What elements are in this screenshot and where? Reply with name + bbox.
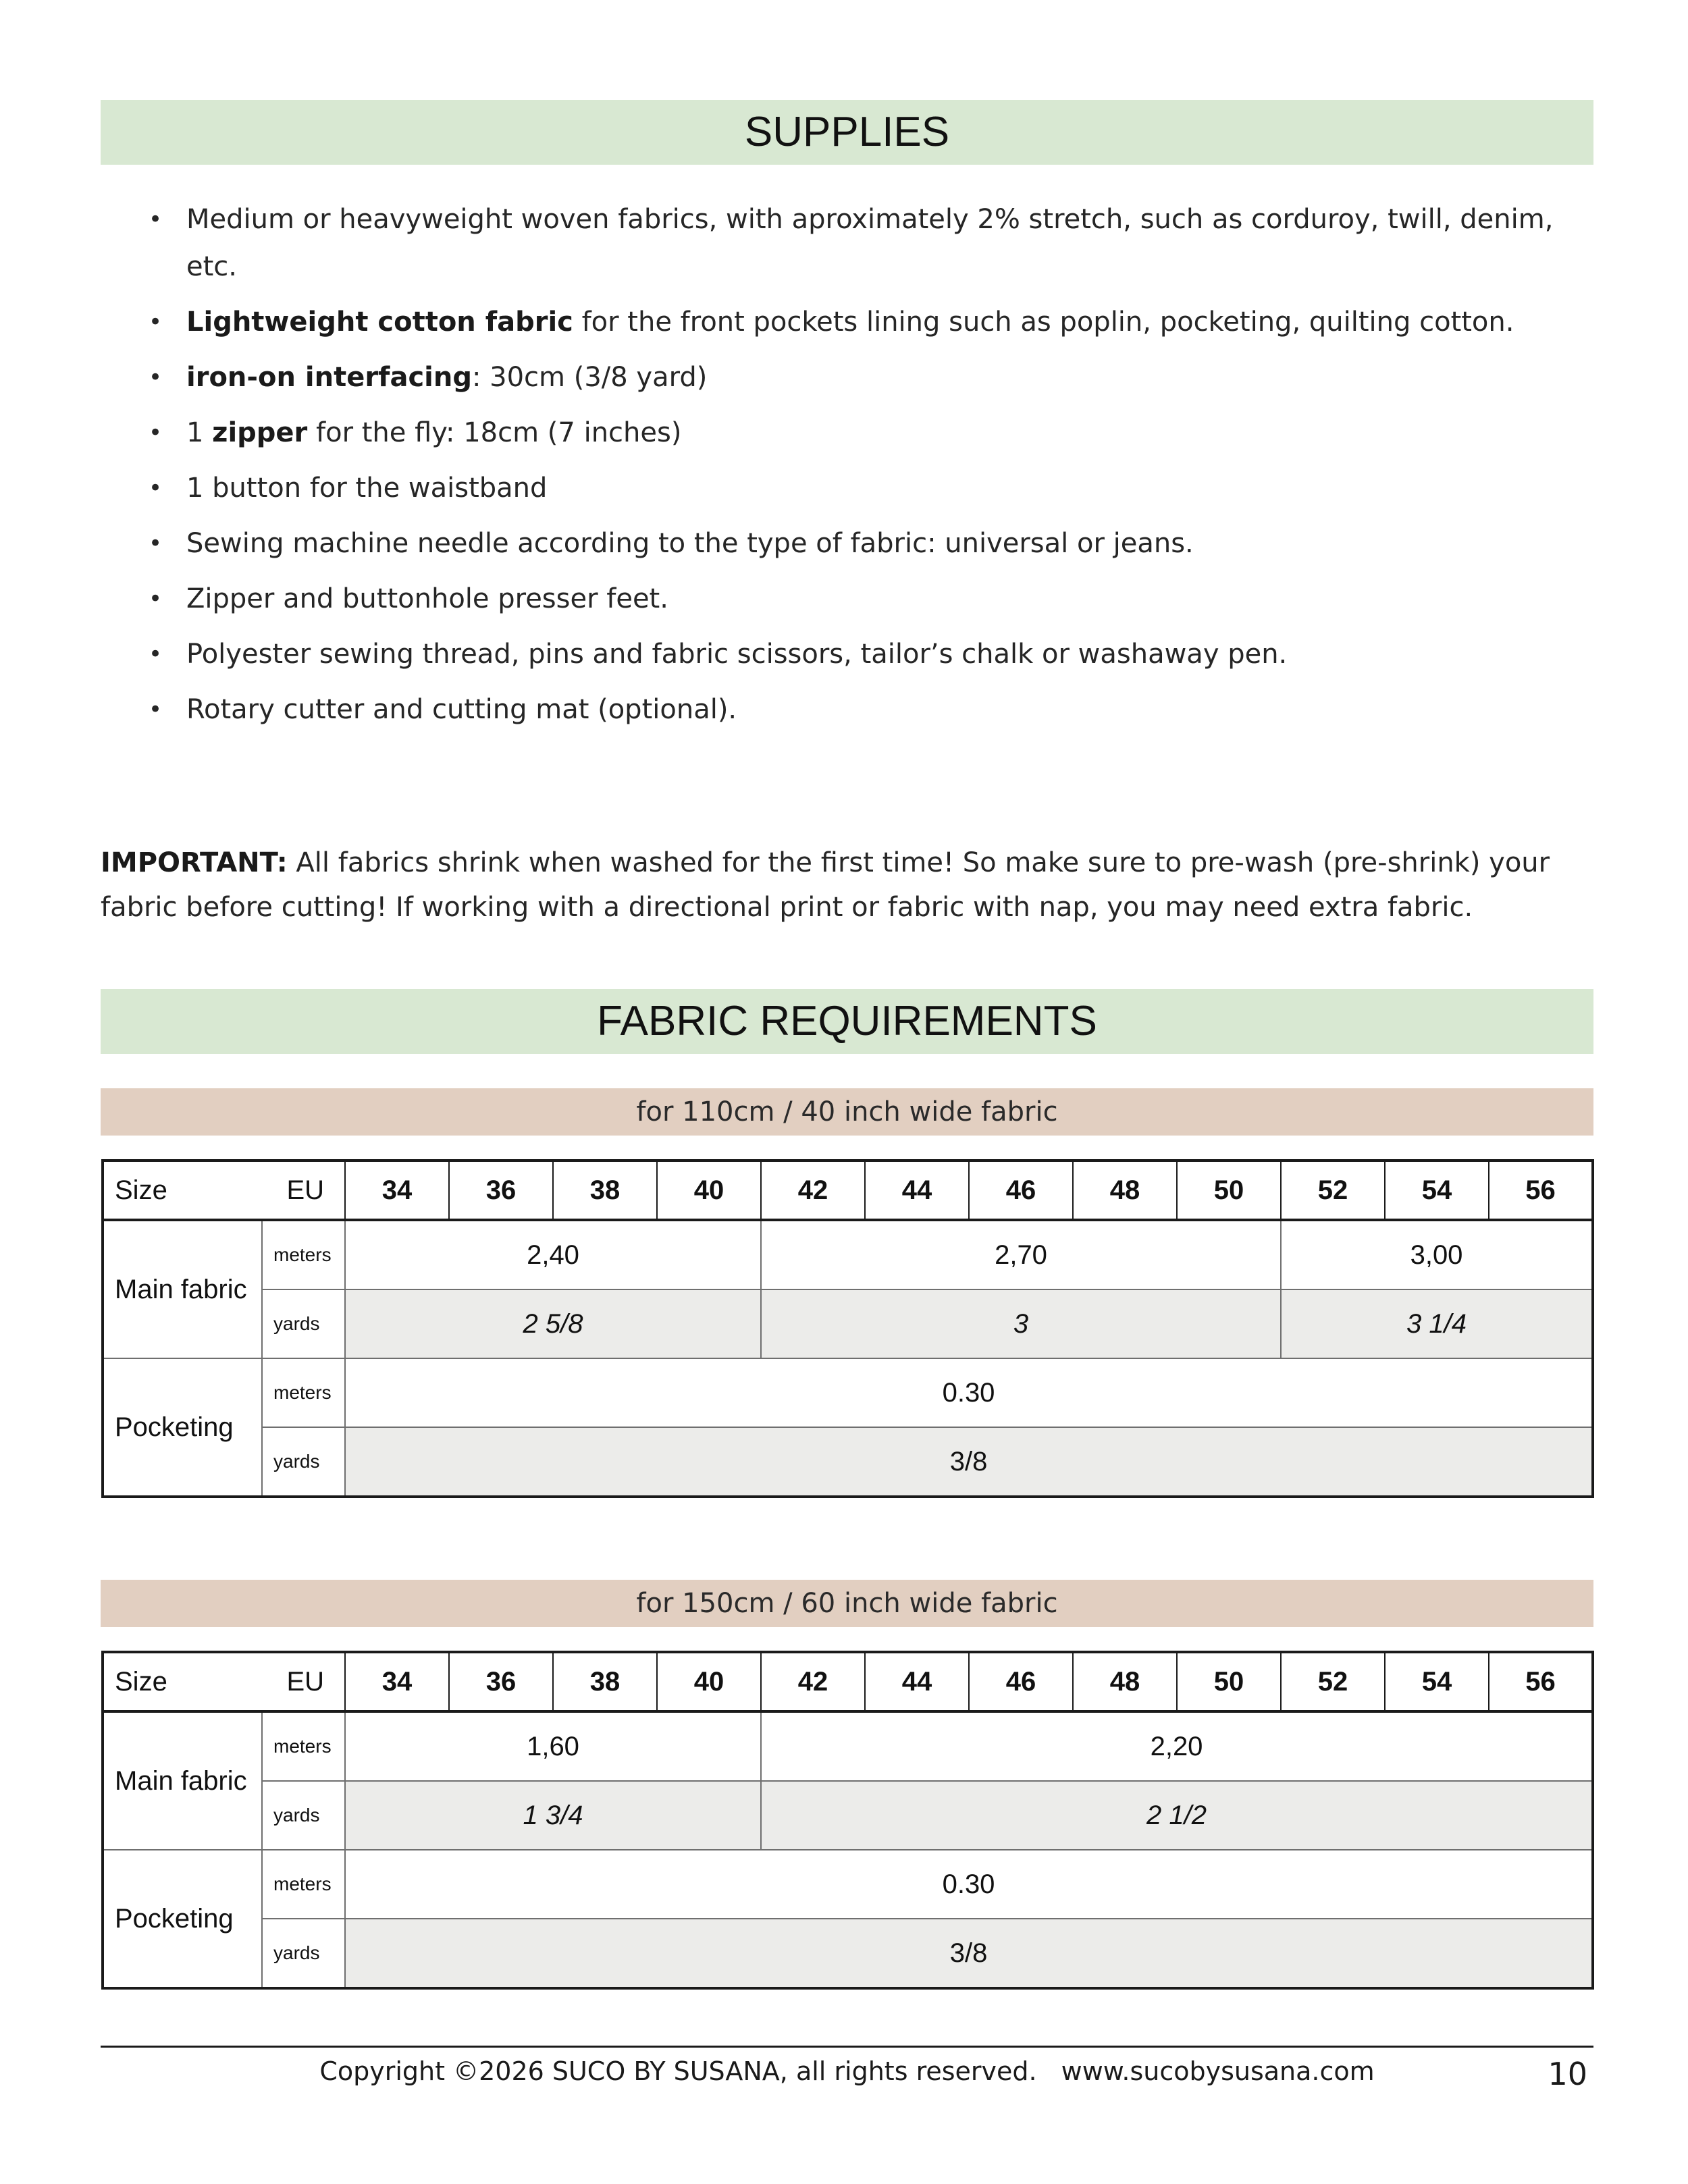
size-cell: 56 [1489,1161,1593,1220]
main-fabric-label: Main fabric [103,1220,262,1358]
fabric-table-150 [101,1651,1594,1990]
pocketing-meters-row [103,1850,1593,1919]
important-note [101,841,1593,930]
unit-meters: meters [262,1850,345,1919]
value-cell: 3 1/4 [1281,1289,1593,1358]
size-label-cell: Size EU [103,1652,345,1711]
website-link[interactable]: www.sucobysusana.com [1061,2056,1375,2086]
value-cell: 3 [761,1289,1281,1358]
supplies-item: • 1 button for the waistband [142,464,1573,512]
fabric-requirements-header [101,989,1593,1054]
main-fabric-label: Main fabric [103,1711,262,1850]
size-cell: 48 [1073,1652,1177,1711]
size-label-cell: Size EU [103,1161,345,1220]
value-cell: 2 1/2 [761,1781,1593,1850]
value-cell: 3/8 [345,1919,1593,1988]
supplies-title: SUPPLIES [744,109,950,155]
supplies-item: • Rotary cutter and cutting mat (optional). [142,686,1573,733]
size-cell: 40 [657,1161,761,1220]
unit-yards: yards [262,1427,345,1497]
main-fabric-meters-row [103,1220,1593,1289]
value-cell: 0.30 [345,1358,1593,1427]
fabric-requirements-title: FABRIC REQUIREMENTS [597,998,1097,1044]
pocketing-label: Pocketing [103,1358,262,1497]
footer-divider [101,2046,1593,2048]
size-cell: 50 [1177,1652,1281,1711]
supplies-item: • iron-on interfacing: 30cm (3/8 yard) [142,354,1573,401]
unit-meters: meters [262,1358,345,1427]
copyright-text: Copyright ©2026 SUCO BY SUSANA, all rights reserved. [319,2056,1037,2086]
size-cell: 54 [1385,1161,1489,1220]
size-cell: 40 [657,1652,761,1711]
pocketing-yards-row [103,1919,1593,1988]
size-cell: 36 [449,1652,553,1711]
unit-yards: yards [262,1781,345,1850]
size-header-row [103,1652,1593,1711]
size-cell: 44 [865,1161,969,1220]
main-fabric-yards-row [103,1289,1593,1358]
footer [101,2051,1593,2092]
unit-meters: meters [262,1220,345,1289]
size-cell: 46 [969,1652,1073,1711]
unit-yards: yards [262,1289,345,1358]
main-fabric-yards-row [103,1781,1593,1850]
value-cell: 0.30 [345,1850,1593,1919]
size-cell: 48 [1073,1161,1177,1220]
value-cell: 3/8 [345,1427,1593,1497]
pocketing-meters-row [103,1358,1593,1427]
value-cell: 2,20 [761,1711,1593,1781]
size-cell: 42 [761,1652,865,1711]
table-110-subtitle: for 110cm / 40 inch wide fabric [101,1088,1593,1136]
value-cell: 2,70 [761,1220,1281,1289]
page-number: 10 [1548,2056,1587,2092]
important-label: IMPORTANT: [101,847,288,878]
supplies-item: • 1 zipper for the fly: 18cm (7 inches) [142,409,1573,456]
size-cell: 54 [1385,1652,1489,1711]
value-cell: 3,00 [1281,1220,1593,1289]
size-cell: 38 [553,1161,657,1220]
size-cell: 46 [969,1161,1073,1220]
size-cell: 36 [449,1161,553,1220]
value-cell: 2,40 [345,1220,761,1289]
size-header-row [103,1161,1593,1220]
supplies-item: • Medium or heavyweight woven fabrics, with aproximately 2% stretch, such as corduroy, twill, denim, etc. [142,196,1573,290]
size-cell: 34 [345,1161,449,1220]
supplies-item: • Sewing machine needle according to the type of fabric: universal or jeans. [142,520,1573,567]
unit-yards: yards [262,1919,345,1988]
value-cell: 2 5/8 [345,1289,761,1358]
important-text: All fabrics shrink when washed for the first time! So make sure to pre-wash (pre-shrink) your fabric before cutting! If working with a directional print or fabric with nap, you may need extra fabric. [101,847,1550,923]
size-cell: 44 [865,1652,969,1711]
size-cell: 52 [1281,1652,1385,1711]
size-cell: 50 [1177,1161,1281,1220]
size-cell: 34 [345,1652,449,1711]
main-fabric-meters-row [103,1711,1593,1781]
value-cell: 1,60 [345,1711,761,1781]
pocketing-label: Pocketing [103,1850,262,1988]
fabric-table-110 [101,1159,1594,1498]
value-cell: 1 3/4 [345,1781,761,1850]
table-150-subtitle: for 150cm / 60 inch wide fabric [101,1580,1593,1627]
supplies-list [142,196,1573,741]
size-cell: 38 [553,1652,657,1711]
size-cell: 42 [761,1161,865,1220]
supplies-item: • Polyester sewing thread, pins and fabric scissors, tailor’s chalk or washaway pen. [142,631,1573,678]
supplies-item: • Zipper and buttonhole presser feet. [142,575,1573,622]
pocketing-yards-row [103,1427,1593,1497]
unit-meters: meters [262,1711,345,1781]
supplies-item: • Lightweight cotton fabric for the front pockets lining such as poplin, pocketing, quilting cotton. [142,298,1573,346]
size-cell: 52 [1281,1161,1385,1220]
size-cell: 56 [1489,1652,1593,1711]
supplies-header [101,100,1593,165]
